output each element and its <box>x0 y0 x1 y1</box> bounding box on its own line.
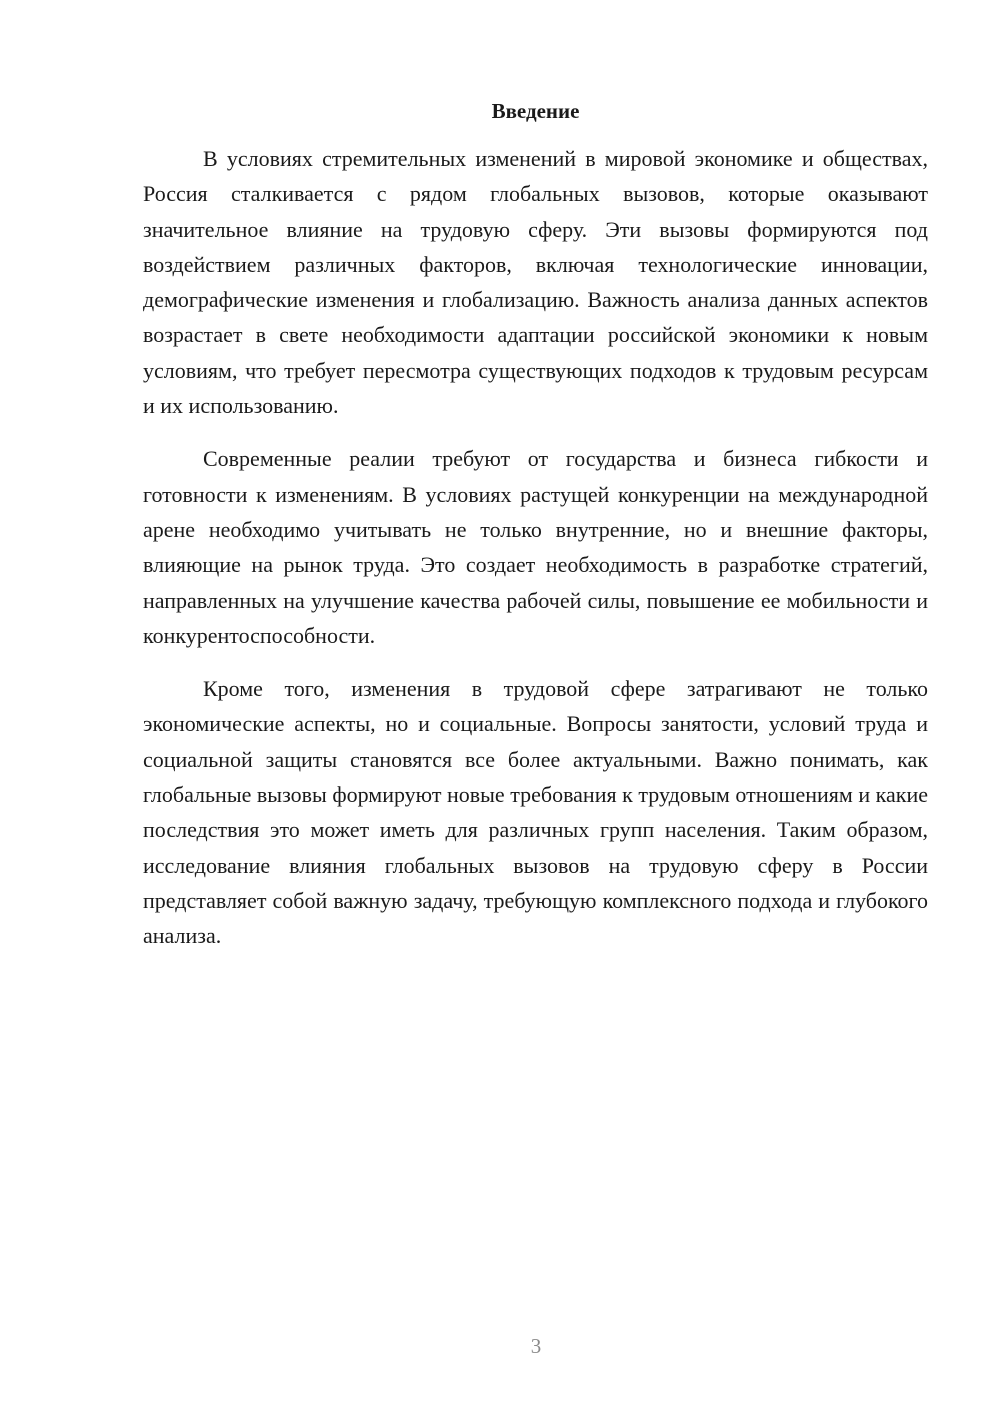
paragraph-2: Современные реалии требуют от государства и бизнеса гибкости и готовности к изменениям. В условиях растущей конкуренции на международной арене необходимо учитывать не только внутренние, но и внешние факторы, влияющие на рынок труда. Это создает необходимость в разработке стратегий, направленных на улучшение качества рабочей силы, повышение ее мобильности и конкурентоспособности. <box>143 446 928 648</box>
page-content <box>143 96 928 972</box>
paragraph-3: Кроме того, изменения в трудовой сфере затрагивают не только экономические аспекты, но и социальные. Вопросы занятости, условий труда и социальной защиты становятся все более актуальными. Важно понимать, как глобальные вызовы формируют новые требования к трудовым отношениям и какие последствия это может иметь для различных групп населения. Таким образом, исследование влияния глобальных вызовов на трудовую сферу в России представляет собой важную задачу, требующую комплексного подхода и глубокого анализа. <box>143 676 928 949</box>
page-number: 3 <box>530 1334 542 1358</box>
paragraph-1: В условиях стремительных изменений в мировой экономике и обществах, Россия сталкивается с рядом глобальных вызовов, которые оказывают значительное влияние на трудовую сферу. Эти вызовы формируются под воздействием различных факторов, включая технологические инновации, демографические изменения и глобализацию. Важность анализа данных аспектов возрастает в свете необходимости адаптации российской экономики к новым условиям, что требует пересмотра существующих подходов к трудовым ресурсам и их использованию. <box>143 146 928 419</box>
section-heading: Введение <box>491 99 580 123</box>
